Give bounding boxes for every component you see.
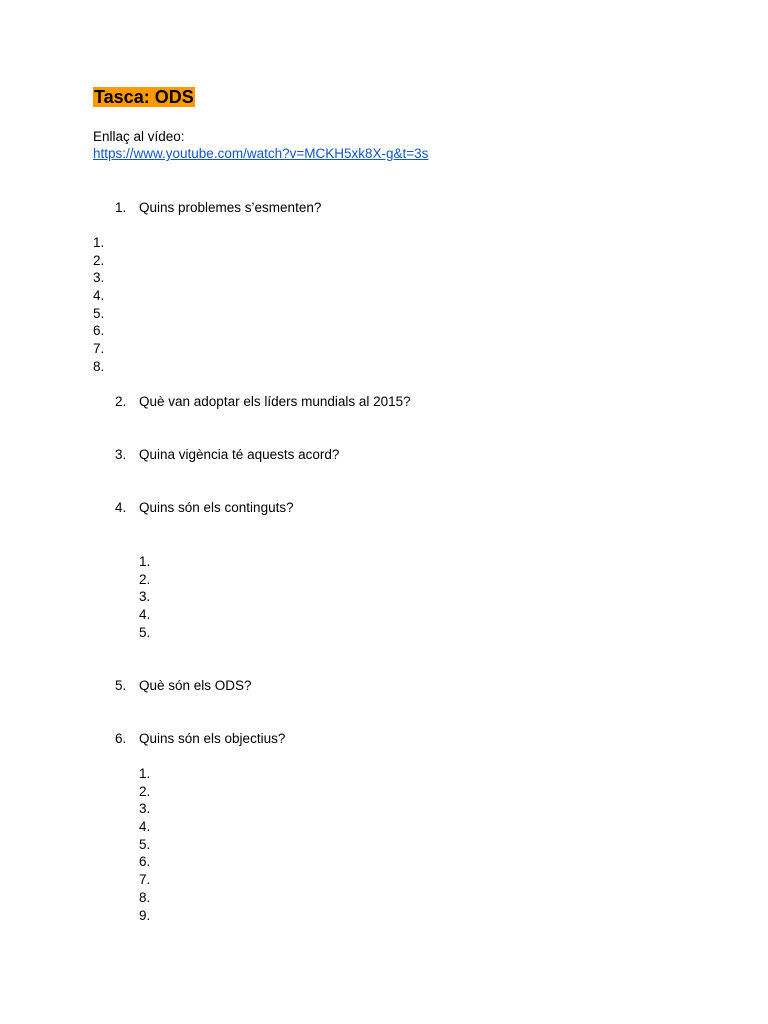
list-item: 5. <box>139 836 151 852</box>
list-item: 4. <box>93 288 105 304</box>
list-item: 1. <box>139 766 151 781</box>
list-item: 3. <box>139 801 151 817</box>
list-item: 8. <box>93 358 105 374</box>
list-item: 4. <box>139 607 151 623</box>
question-text: Quins problemes s’esmenten? <box>139 200 322 215</box>
question-number: 6. <box>115 731 127 746</box>
list-item: 1. <box>139 554 151 569</box>
question-text: Què són els ODS? <box>139 678 252 693</box>
question-4 <box>115 499 294 516</box>
question-2 <box>115 393 411 410</box>
video-link-label: Enllaç al vídeo: <box>93 129 185 144</box>
list-item: 2. <box>93 252 105 268</box>
question-number: 1. <box>115 200 127 215</box>
list-item: 5. <box>93 305 105 321</box>
question-1 <box>115 199 321 216</box>
answer-list-q4 <box>139 553 150 641</box>
list-item: 7. <box>93 341 105 357</box>
list-item: 2. <box>139 783 151 799</box>
question-number: 2. <box>115 394 127 409</box>
list-item: 3. <box>93 270 105 286</box>
question-number: 4. <box>115 500 127 515</box>
list-item: 4. <box>139 819 151 835</box>
title-text: Tasca: ODS <box>94 87 194 107</box>
list-item: 3. <box>139 589 151 605</box>
list-item: 6. <box>139 854 151 870</box>
answer-list-q1 <box>93 234 104 376</box>
list-item: 1. <box>93 235 105 250</box>
video-link[interactable]: https://www.youtube.com/watch?v=MCKH5xk8X-g&t=3s <box>93 146 429 161</box>
question-6 <box>115 730 285 747</box>
answer-list-q6 <box>139 765 150 924</box>
question-3 <box>115 446 339 463</box>
list-item: 8. <box>139 889 151 905</box>
question-text: Quins són els continguts? <box>139 500 294 515</box>
question-text: Quina vigència té aquests acord? <box>139 447 340 462</box>
list-item: 9. <box>139 907 151 923</box>
question-number: 5. <box>115 678 127 693</box>
list-item: 7. <box>139 872 151 888</box>
question-text: Què van adoptar els líders mundials al 2015? <box>139 394 411 409</box>
question-text: Quins són els objectius? <box>139 731 286 746</box>
list-item: 5. <box>139 624 151 640</box>
list-item: 2. <box>139 571 151 587</box>
page-title <box>93 86 195 108</box>
question-number: 3. <box>115 447 127 462</box>
question-5 <box>115 677 252 694</box>
list-item: 6. <box>93 323 105 339</box>
